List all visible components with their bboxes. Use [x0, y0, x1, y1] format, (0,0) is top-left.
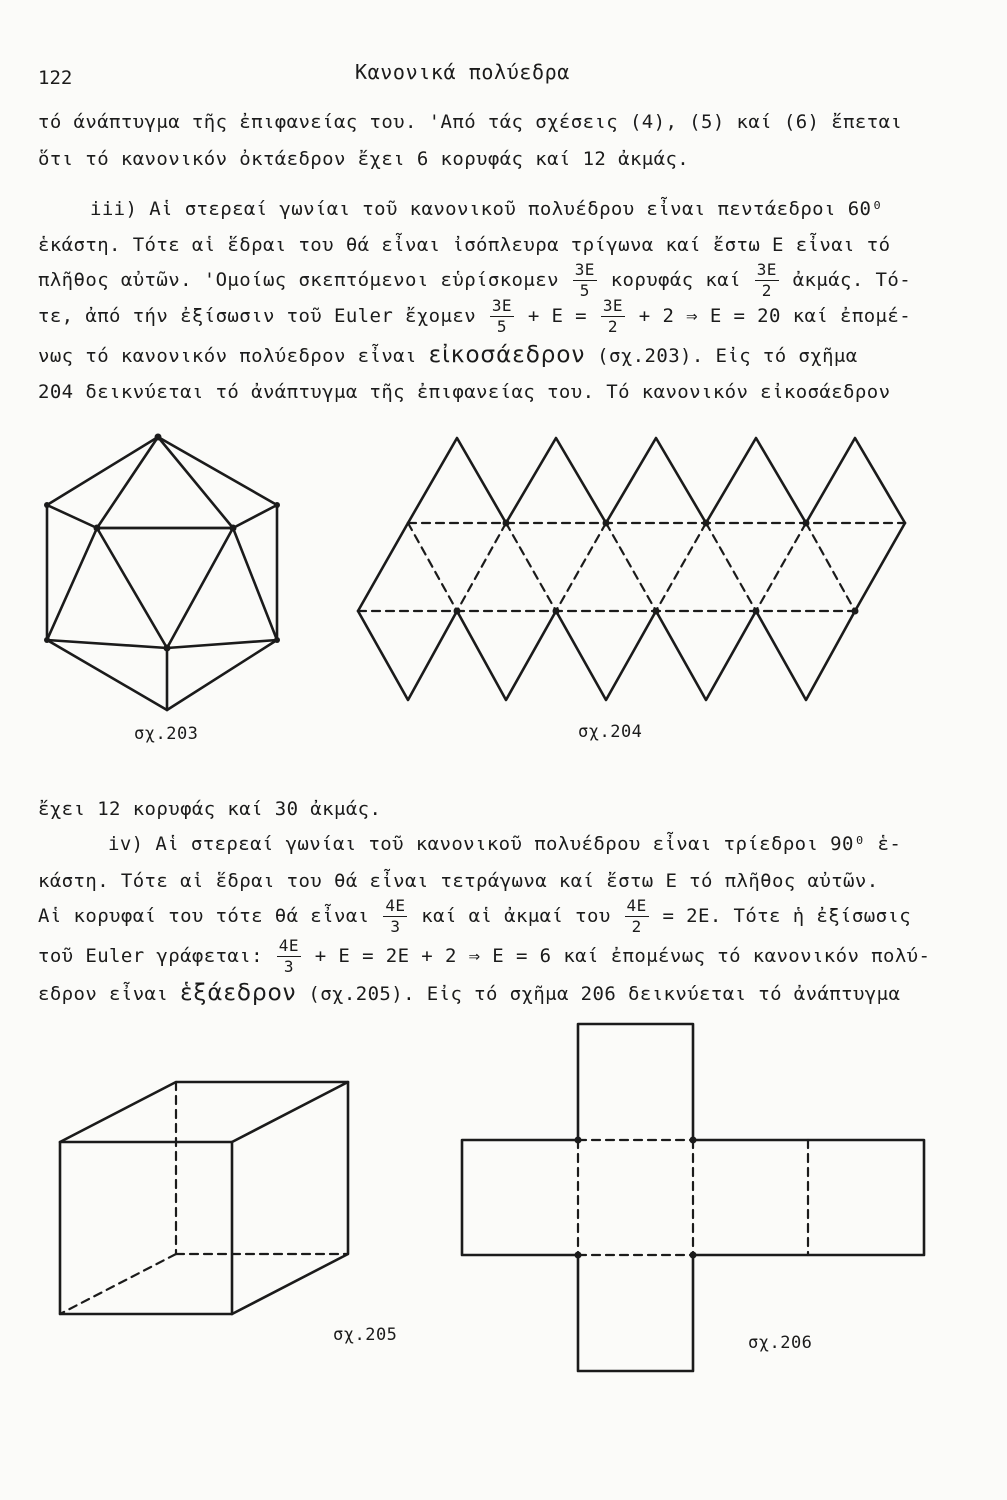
text-line-12-part-b: καί αἱ ἀκμαί του — [421, 905, 611, 927]
fraction-numerator: 3Ε — [602, 296, 623, 315]
caption-fig-205: σχ.205 — [333, 1325, 398, 1345]
fraction-denominator: 3 — [390, 917, 401, 936]
text-line-8: 204 δεικνύεται τό ἀνάπτυγμα τῆς ἐπιφανείας του. Τό κανονικόν εἰκοσάεδρον — [38, 381, 891, 403]
page-number: 122 — [38, 67, 73, 89]
fraction-denominator: 5 — [579, 281, 590, 300]
text-line-1: τό άνάπτυγμα τῆς ἐπιφανείας του. 'Από τάς σχέσεις (4), (5) καί (6) ἔπεται — [38, 111, 903, 133]
term-icosahedron: εἰκοσάεδρον — [428, 342, 586, 368]
text-line-3: iii) Αἱ στερεαί γωνίαι τοῦ κανονικοῦ πολυέδρου εἶναι πεντάεδροι 60⁰ — [90, 198, 884, 220]
text-line-12-part-c: = 2Ε. Τότε ἡ ἐξίσωσις — [662, 905, 912, 927]
fraction-numerator: 3Ε — [574, 260, 595, 279]
fraction-denominator: 2 — [631, 917, 642, 936]
fraction-numerator: 3Ε — [756, 260, 777, 279]
vertex — [690, 1137, 697, 1144]
vertex — [575, 1252, 582, 1259]
text-line-13-part-a: τοῦ Euler γράφεται: — [38, 945, 263, 967]
text-line-4: ἑκάστη. Τότε αἱ ἕδραι του θά εἶναι ἰσόπλευρα τρίγωνα καί ἔστω Ε εἶναι τό — [38, 234, 891, 256]
running-title: Κανονικά πολύεδρα — [355, 60, 570, 84]
text-line-14-part-b: (σχ.205). Εἰς τό σχῆμα 206 δεικνύεται τό ἀνάπτυγμα — [308, 983, 901, 1005]
text-line-5-part-b: κορυφάς καί — [610, 269, 741, 291]
caption-fig-203: σχ.203 — [134, 724, 199, 744]
text-line-10: iv) Αἱ στερεαί γωνίαι τοῦ κανονικοῦ πολυέδρου εἶναι τρίεδροι 90⁰ ἑ- — [108, 833, 902, 855]
text-line-2: ὅτι τό κανονικόν ὀκτάεδρον ἔχει 6 κορυφάς καί 12 ἀκμάς. — [38, 148, 690, 170]
fraction-numerator: 4Ε — [385, 896, 406, 915]
term-hexahedron: ἑξάεδρον — [180, 980, 297, 1006]
fraction-numerator: 4Ε — [278, 936, 299, 955]
fraction-denominator: 2 — [761, 281, 772, 300]
fraction-denominator: 2 — [607, 317, 618, 336]
vertex — [690, 1252, 697, 1259]
text-line-7-part-a: νως τό κανονικόν πολύεδρον εἶναι — [38, 345, 417, 367]
text-line-13-part-b: + Ε = 2Ε + 2 ⇒ Ε = 6 καί ἐπομένως τό κανονικόν πολύ- — [314, 945, 931, 967]
caption-fig-204: σχ.204 — [578, 722, 643, 742]
text-line-6-part-a: τε, ἀπό τήν ἐξίσωσιν τοῦ Euler ἔχομεν — [38, 305, 477, 327]
fraction-numerator: 4Ε — [626, 896, 647, 915]
fraction-denominator: 3 — [283, 957, 294, 976]
text-line-6-part-c: + 2 ⇒ Ε = 20 καί ἐπομέ- — [638, 305, 912, 327]
text-line-12-part-a: Αἱ κορυφαί του τότε θά εἶναι — [38, 905, 370, 927]
text-line-11: κάστη. Τότε αἱ ἕδραι του θά εἶναι τετράγωνα καί ἔστω Ε τό πλῆθος αὐτῶν. — [38, 870, 879, 892]
vertex — [575, 1137, 582, 1144]
fraction-numerator: 3Ε — [491, 296, 512, 315]
text-line-7-part-b: (σχ.203). Εἰς τό σχῆμα — [597, 345, 858, 367]
text-line-5-part-c: ἀκμάς. Τό- — [792, 269, 912, 291]
text-line-5-part-a: πλῆθος αὐτῶν. 'Ομοίως σκεπτόμενοι εὑρίσκομεν — [38, 269, 559, 291]
fraction-denominator: 5 — [496, 317, 507, 336]
text-line-14-part-a: εδρον εἶναι — [38, 983, 169, 1005]
caption-fig-206: σχ.206 — [748, 1333, 813, 1353]
text-line-6-part-b: + Ε = — [527, 305, 588, 327]
text-line-9: ἔχει 12 κορυφάς καί 30 ἀκμάς. — [38, 798, 382, 820]
